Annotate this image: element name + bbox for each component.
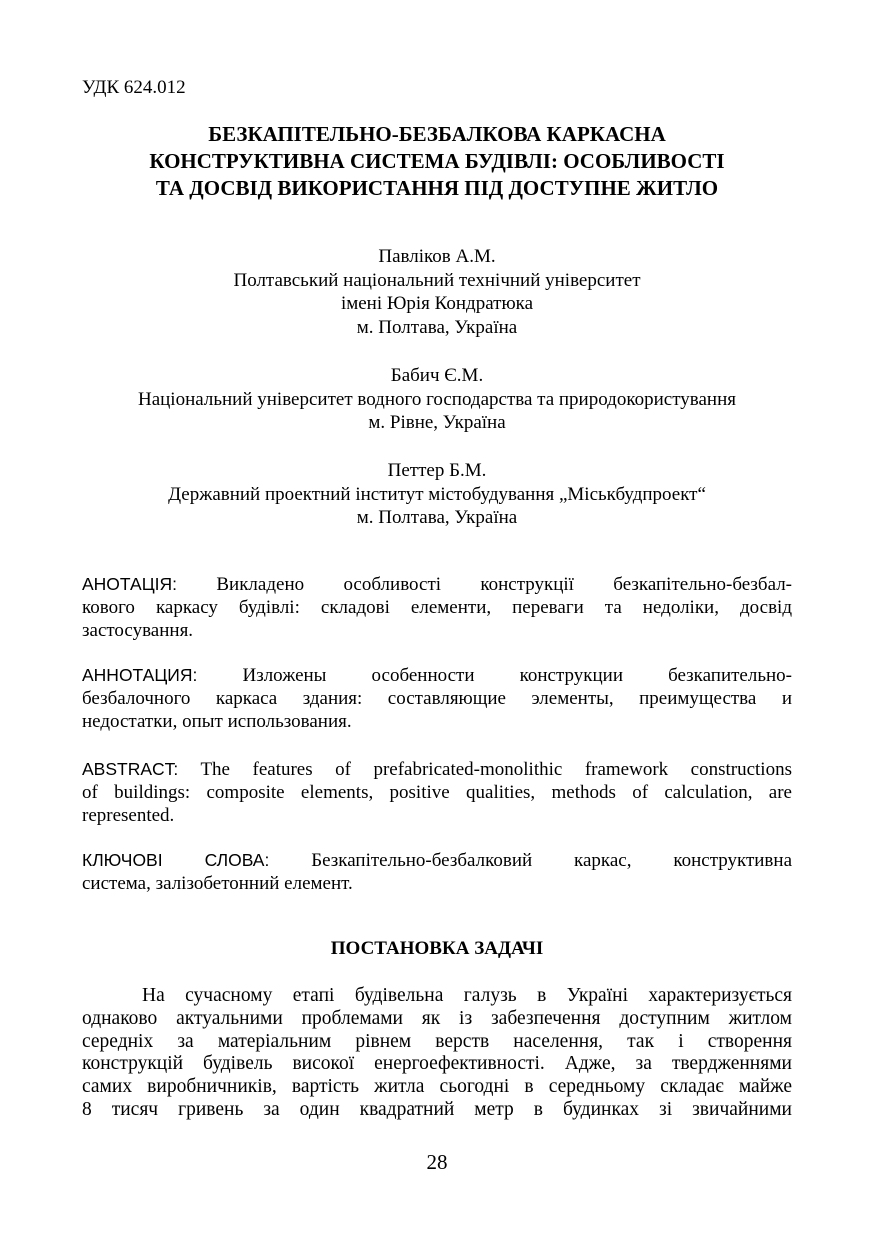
- abstract-label: ABSTRACT:: [82, 759, 179, 779]
- author-location: м. Полтава, Україна: [356, 507, 518, 528]
- body-line: однаково актуальними проблемами як із забезпечення доступним житлом: [82, 1007, 792, 1029]
- keywords-line: КЛЮЧОВІ СЛОВА: Безкапітельно-безбалковий каркас, конструктивна: [82, 850, 792, 871]
- abstract-english: [82, 758, 792, 827]
- abstract-line: недостатки, опыт использования.: [82, 711, 352, 732]
- page-number: 28: [426, 1150, 448, 1174]
- body-line: самих виробничників, вартість житла сьогодні в середньому складає майже: [82, 1076, 792, 1098]
- author-location: м. Полтава, Україна: [356, 316, 518, 338]
- author-name: Петтер Б.М.: [387, 460, 487, 481]
- abstract-ukrainian: [82, 573, 792, 642]
- author-block-2: [82, 364, 792, 435]
- author-affiliation: Полтавський національний технічний університет: [233, 269, 641, 291]
- author-block-3: [82, 459, 792, 530]
- author-affiliation: Державний проектний інститут містобудування „Міськбудпроект“: [168, 483, 706, 505]
- abstract-line: АННОТАЦИЯ: Изложены особенности конструкции безкапительно-: [82, 665, 792, 686]
- title-line: БЕЗКАПІТЕЛЬНО-БЕЗБАЛКОВА КАРКАСНА: [208, 122, 666, 146]
- author-block-1: [82, 245, 792, 339]
- abstract-line: represented.: [82, 805, 175, 826]
- author-location: м. Рівне, Україна: [368, 412, 506, 433]
- udk-code: УДК 624.012: [82, 77, 186, 98]
- body-line: середніх за матеріальним рівнем верств населення, так і створення: [82, 1030, 792, 1052]
- keywords-line: система, залізобетонний елемент.: [82, 873, 353, 894]
- page: [82, 0, 792, 1240]
- author-affiliation: імені Юрія Кондратюка: [340, 293, 534, 314]
- author-affiliation: Національний університет водного господарства та природокористування: [137, 388, 736, 410]
- keywords: [82, 849, 792, 895]
- paper-title: [82, 121, 792, 202]
- abstract-russian: [82, 664, 792, 733]
- title-line: ТА ДОСВІД ВИКОРИСТАННЯ ПІД ДОСТУПНЕ ЖИТЛО: [155, 176, 719, 200]
- title-line: КОНСТРУКТИВНА СИСТЕМА БУДІВЛІ: ОСОБЛИВОСТІ: [149, 149, 725, 173]
- keywords-label: КЛЮЧОВІ СЛОВА:: [82, 850, 270, 870]
- author-name: Павліков А.М.: [378, 246, 496, 267]
- body-line: конструкцій будівель високої енергоефективності. Адже, за твердженнями: [82, 1053, 792, 1075]
- abstract-label: АНОТАЦІЯ:: [82, 574, 178, 594]
- abstract-line: безбалочного каркаса здания: составляющие элементы, преимущества и: [82, 688, 792, 709]
- author-name: Бабич Є.М.: [390, 365, 484, 386]
- abstract-label: АННОТАЦИЯ:: [82, 665, 198, 685]
- body-line: На сучасному етапі будівельна галузь в Україні характеризується: [142, 985, 792, 1006]
- abstract-line: АНОТАЦІЯ: Викладено особливості конструкції безкапітельно-безбал-: [82, 574, 792, 595]
- body-line: 8 тисяч гривень за один квадратний метр в будинках зі звичайними: [82, 1098, 792, 1120]
- abstract-line: ABSTRACT: The features of prefabricated-monolithic framework constructions: [82, 759, 792, 780]
- abstract-line: of buildings: composite elements, positive qualities, methods of calculation, are: [82, 782, 792, 803]
- section-heading: ПОСТАНОВКА ЗАДАЧІ: [330, 938, 544, 959]
- abstract-line: кового каркасу будівлі: складові елементи, переваги та недоліки, досвід: [82, 597, 792, 618]
- body-paragraph: [82, 985, 792, 1122]
- abstract-line: застосування.: [82, 620, 194, 641]
